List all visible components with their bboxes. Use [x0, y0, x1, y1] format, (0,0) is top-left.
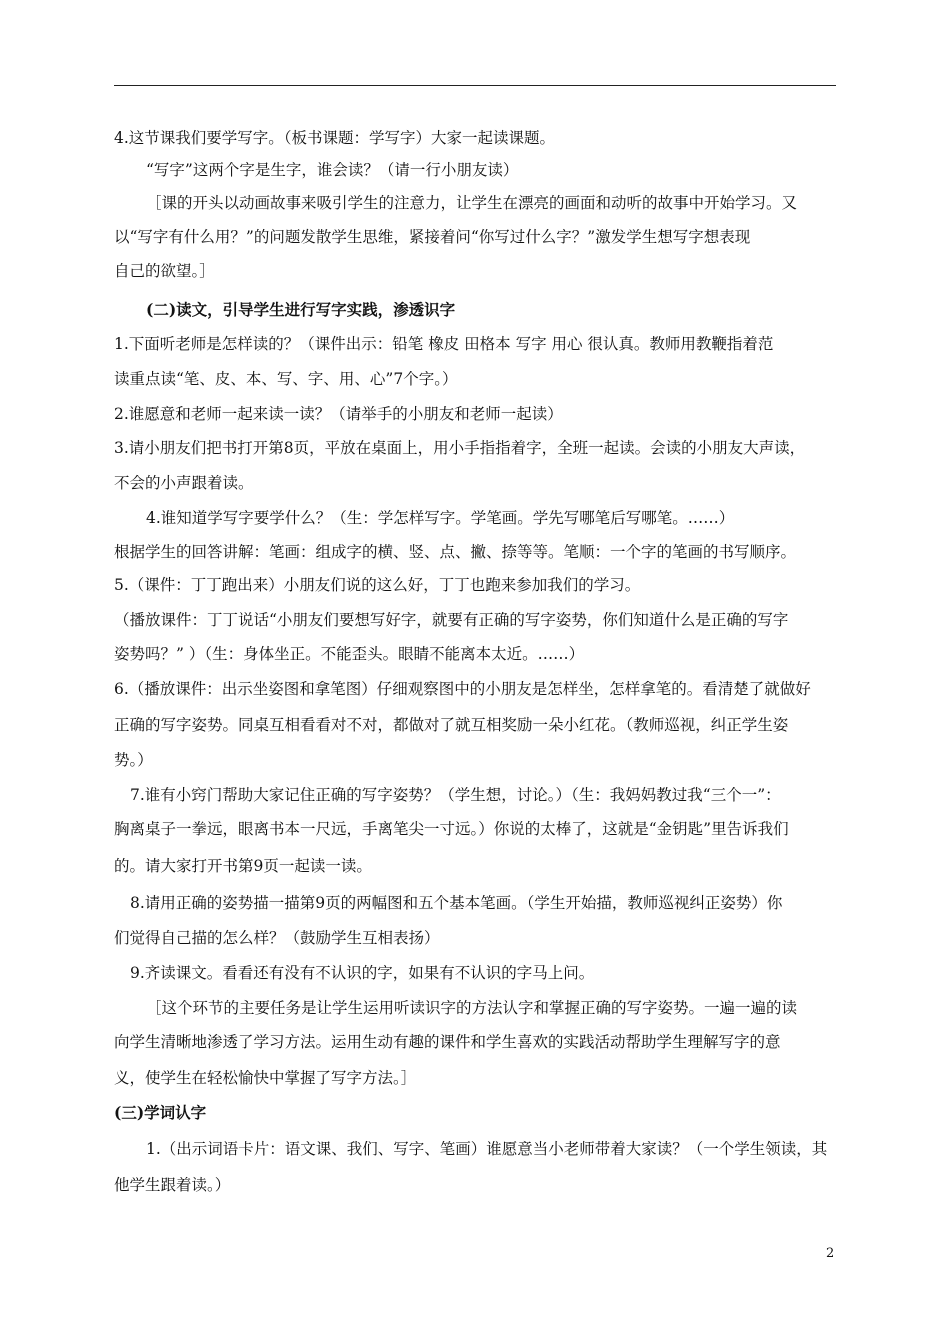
text-line: 根据学生的回答讲解：笔画：组成字的横、竖、点、撇、捺等等。笔顺：一个字的笔画的书写顺序。	[114, 543, 797, 561]
text-line: 胸离桌子一拳远，眼离书本一尺远，手离笔尖一寸远。）你说的太棒了，这就是“金钥匙”里告诉我们	[114, 820, 789, 838]
text-line: 他学生跟着读。）	[114, 1176, 231, 1194]
text-line: 势。）	[114, 751, 153, 769]
text-line: 读重点读“笔、皮、本、写、字、用、心”7个字。）	[114, 370, 458, 388]
text-line: 义，使学生在轻松愉快中掌握了写字方法。］	[114, 1069, 417, 1087]
text-line: 7.谁有小窍门帮助大家记住正确的写字姿势？（学生想，讨论。）（生：我妈妈教过我“三个一”：	[130, 786, 781, 804]
header-rule	[114, 85, 836, 86]
text-line: （播放课件：丁丁说话“小朋友们要想写好字，就要有正确的写字姿势，你们知道什么是正确的写字	[114, 611, 789, 629]
text-line: ［课的开头以动画故事来吸引学生的注意力，让学生在漂亮的画面和动听的故事中开始学习。又	[146, 194, 798, 212]
text-line: ［这个环节的主要任务是让学生运用听读识字的方法认字和掌握正确的写字姿势。一遍一遍的读	[146, 999, 798, 1017]
section-heading: (三)学词认字	[114, 1103, 207, 1122]
text-line: 不会的小声跟着读。	[114, 474, 254, 492]
page-number: 2	[826, 1246, 835, 1261]
text-line: 的。请大家打开书第9页一起读一读。	[114, 857, 372, 875]
text-line: 向学生清晰地渗透了学习方法。运用生动有趣的课件和学生喜欢的实践活动帮助学生理解写字的意	[114, 1033, 781, 1051]
text-line: “写字”这两个字是生字，谁会读？（请一行小朋友读）	[146, 161, 519, 179]
text-line: 4.谁知道学写字要学什么？（生：学怎样写字。学笔画。学先写哪笔后写哪笔。……）	[146, 509, 735, 527]
text-line: 1.下面听老师是怎样读的？（课件出示：铅笔 橡皮 田格本 写字 用心 很认真。教师用教鞭指着范	[114, 335, 774, 353]
text-line: 1.（出示词语卡片：语文课、我们、写字、笔画）谁愿意当小老师带着大家读？（一个学生领读，其	[146, 1140, 828, 1158]
text-line: 2.谁愿意和老师一起来读一读？（请举手的小朋友和老师一起读）	[114, 405, 563, 423]
text-line: 以“写字有什么用？”的问题发散学生思维，紧接着问“你写过什么字？”激发学生想写字想表现	[114, 228, 751, 246]
text-line: 自己的欲望。］	[114, 262, 215, 280]
text-line: 们觉得自己描的怎么样？（鼓励学生互相表扬）	[114, 929, 440, 947]
section-heading: (二)读文，引导学生进行写字实践，渗透识字	[146, 300, 456, 319]
text-line: 5.（课件：丁丁跑出来）小朋友们说的这么好，丁丁也跑来参加我们的学习。	[114, 576, 641, 594]
text-line: 6.（播放课件：出示坐姿图和拿笔图）仔细观察图中的小朋友是怎样坐，怎样拿笔的。看清楚了就做好	[114, 680, 811, 698]
text-line: 姿势吗？” ）（生：身体坐正。不能歪头。眼睛不能离本太近。……）	[114, 645, 585, 663]
text-line: 3.请小朋友们把书打开第8页，平放在桌面上，用小手指指着字，全班一起读。会读的小朋友大声读，	[114, 439, 806, 457]
text-line: 8.请用正确的姿势描一描第9页的两幅图和五个基本笔画。（学生开始描，教师巡视纠正姿势）你	[130, 894, 783, 912]
text-line: 9.齐读课文。看看还有没有不认识的字，如果有不认识的字马上问。	[130, 964, 595, 982]
text-line: 正确的写字姿势。同桌互相看看对不对，都做对了就互相奖励一朵小红花。（教师巡视，纠正学生姿	[114, 716, 789, 734]
text-line: 4.这节课我们要学写字。（板书课题：学写字）大家一起读课题。	[114, 129, 556, 147]
